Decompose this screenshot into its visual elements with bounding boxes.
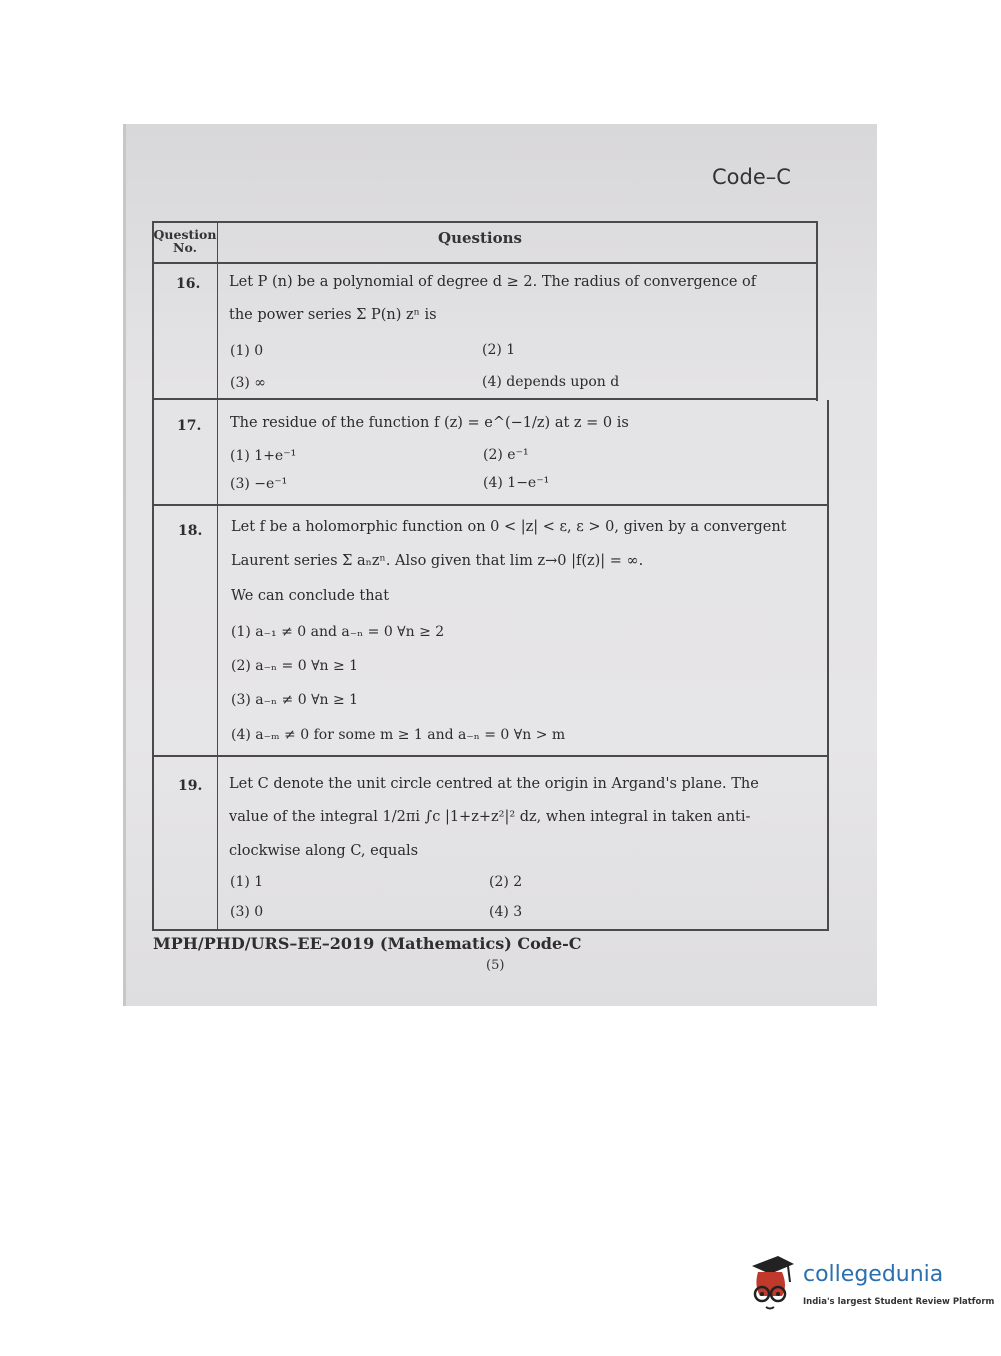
option: (4) 3 [489, 904, 523, 920]
question-text-line: We can conclude that [231, 588, 390, 604]
option: (4) a₋ₘ ≠ 0 for some m ≥ 1 and a₋ₙ = 0 ∀n > m [231, 727, 566, 743]
option: (3) ∞ [230, 375, 266, 391]
option: (1) a₋₁ ≠ 0 and a₋ₙ = 0 ∀n ≥ 2 [231, 624, 445, 640]
question-number: 18. [178, 523, 203, 539]
logo-tagline: India's largest Student Review Platform [803, 1297, 995, 1307]
table-top-border [152, 221, 818, 223]
col-header-questions: Questions [438, 229, 522, 247]
option: (2) e⁻¹ [483, 447, 529, 463]
question-text-line: Let P (n) be a polynomial of degree d ≥ 2. The radius of convergence of [229, 274, 757, 290]
header-bottom-border [152, 262, 818, 264]
question-number: 16. [176, 276, 201, 292]
col-header-question-no: Question No. [153, 227, 217, 255]
row-divider-16 [152, 398, 818, 400]
page-number: (5) [486, 958, 505, 973]
row-divider-17 [152, 504, 828, 506]
question-number: 19. [178, 778, 203, 794]
table-left-border [152, 221, 154, 931]
question-text-line: clockwise along C, equals [229, 843, 419, 859]
table-right-border-b [827, 400, 829, 931]
option: (1) 0 [230, 343, 264, 359]
table-bottom-border [152, 929, 828, 931]
option: (1) 1+e⁻¹ [230, 448, 297, 464]
column-divider [217, 221, 218, 931]
row-divider-18 [152, 755, 828, 757]
question-text-line: Let f be a holomorphic function on 0 < |z| < ε, ε > 0, given by a convergent [231, 519, 787, 535]
option: (4) depends upon d [482, 374, 620, 390]
collegedunia-logo-icon [748, 1252, 796, 1312]
question-number: 17. [177, 418, 202, 434]
option: (2) 1 [482, 342, 516, 358]
logo-wordmark: collegedunia [803, 1262, 944, 1287]
option: (2) 2 [489, 874, 523, 890]
option: (4) 1−e⁻¹ [483, 475, 550, 491]
question-text-line: The residue of the function f (z) = e^(−1/z) at z = 0 is [230, 415, 629, 431]
paper-code: Code–C [712, 165, 791, 189]
option: (3) a₋ₙ ≠ 0 ∀n ≥ 1 [231, 692, 359, 708]
option: (1) 1 [230, 874, 264, 890]
question-text-line: value of the integral 1/2πi ∫c |1+z+z²|² dz, when integral in taken anti- [229, 809, 751, 825]
option: (2) a₋ₙ = 0 ∀n ≥ 1 [231, 658, 359, 674]
option: (3) −e⁻¹ [230, 476, 288, 492]
option: (3) 0 [230, 904, 264, 920]
question-text-line: Let C denote the unit circle centred at the origin in Argand's plane. The [229, 776, 759, 792]
question-text-line: Laurent series Σ aₙzⁿ. Also given that lim z→0 |f(z)| = ∞. [231, 553, 644, 569]
question-text-line: the power series Σ P(n) zⁿ is [229, 307, 437, 323]
paper-footer-title: MPH/PHD/URS–EE–2019 (Mathematics) Code-C [153, 934, 582, 953]
table-right-border-a [816, 221, 818, 401]
